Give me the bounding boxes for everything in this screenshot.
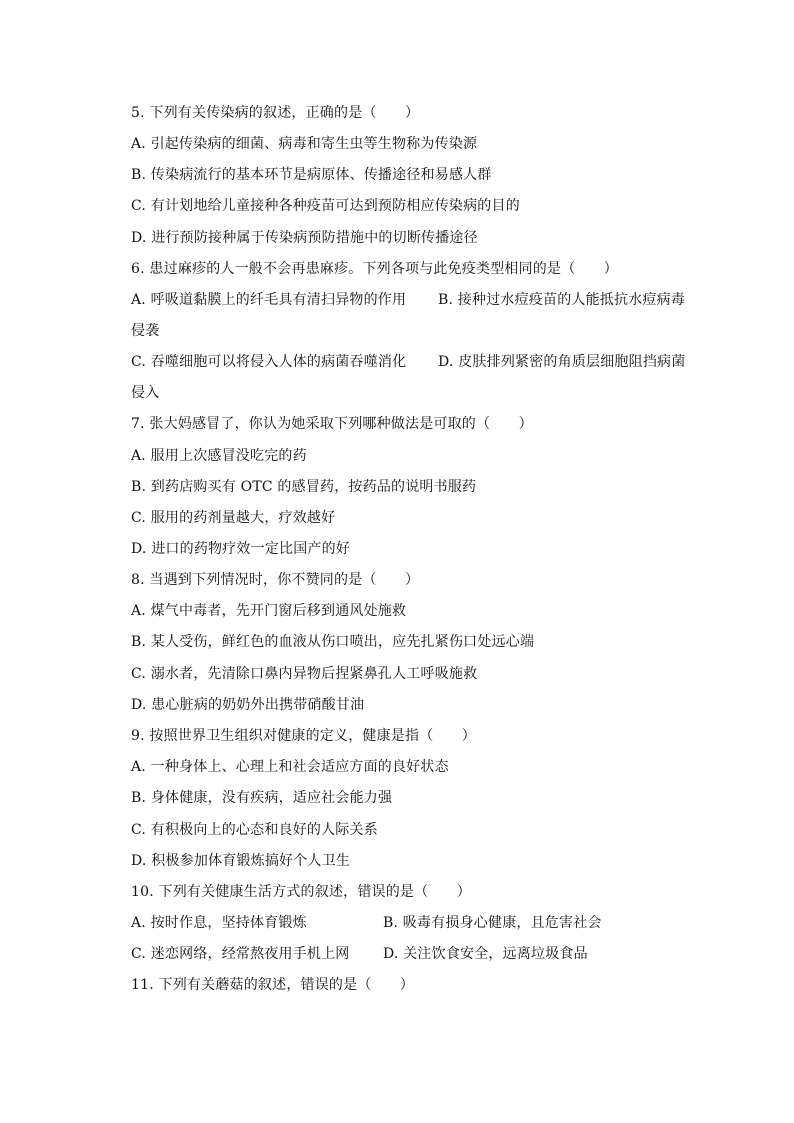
question-8-option-d: D. 患心脏病的奶奶外出携带硝酸甘油 xyxy=(131,697,365,713)
question-6-stem: 6. 患过麻疹的人一般不会再患麻疹。下列各项与此免疫类型相同的是（ ） xyxy=(131,261,619,277)
question-9-option-a: A. 一种身体上、心理上和社会适应方面的良好状态 xyxy=(131,759,449,775)
question-7-stem: 7. 张大妈感冒了，你认为她采取下列哪种做法是可取的（ ） xyxy=(131,416,533,432)
question-9-stem: 9. 按照世界卫生组织对健康的定义，健康是指（ ） xyxy=(131,728,477,744)
question-6-option-d-wrap: 侵入 xyxy=(131,385,160,401)
question-7-option-a: A. 服用上次感冒没吃完的药 xyxy=(131,448,307,464)
question-7-option-d: D. 进口的药物疗效一定比国产的好 xyxy=(131,541,351,557)
question-5-option-d: D. 进行预防接种属于传染病预防措施中的切断传播途径 xyxy=(131,230,478,246)
question-10-option-a: A. 按时作息，坚持体育锻炼 xyxy=(131,915,307,931)
question-8-option-a: A. 煤气中毒者，先开门窗后移到通风处施救 xyxy=(131,603,407,619)
question-5-stem: 5. 下列有关传染病的叙述，正确的是（ ） xyxy=(131,105,420,121)
question-9-option-d: D. 积极参加体育锻炼搞好个人卫生 xyxy=(131,853,351,869)
question-8-option-c: C. 溺水者，先清除口鼻内异物后捏紧鼻孔人工呼吸施救 xyxy=(131,666,478,682)
question-10-option-c: C. 迷恋网络，经常熬夜用手机上网 xyxy=(131,946,350,962)
question-5-option-b: B. 传染病流行的基本环节是病原体、传播途径和易感人群 xyxy=(131,167,492,183)
question-6-option-b: B. 接种过水痘疫苗的人能抵抗水痘病毒 xyxy=(438,292,685,308)
question-7-option-c: C. 服用的药剂量越大，疗效越好 xyxy=(131,510,336,526)
question-10-stem: 10. 下列有关健康生活方式的叙述，错误的是（ ） xyxy=(131,884,471,900)
question-5-option-c: C. 有计划地给儿童接种各种疫苗可达到预防相应传染病的目的 xyxy=(131,198,520,214)
question-8-option-b: B. 某人受伤，鲜红色的血液从伤口喷出，应先扎紧伤口处远心端 xyxy=(131,634,535,650)
question-9-option-b: B. 身体健康，没有疾病，适应社会能力强 xyxy=(131,790,393,806)
question-6-option-b-wrap: 侵袭 xyxy=(131,323,160,339)
question-10-option-d: D. 关注饮食安全，远离垃圾食品 xyxy=(383,946,588,962)
question-5-option-a: A. 引起传染病的细菌、病毒和寄生虫等生物称为传染源 xyxy=(131,136,478,152)
question-7-option-b: B. 到药店购买有 OTC 的感冒药，按药品的说明书服药 xyxy=(131,479,477,495)
question-6-option-c: C. 吞噬细胞可以将侵入人体的病菌吞噬消化 xyxy=(131,354,407,370)
question-8-stem: 8. 当遇到下列情况时，你不赞同的是（ ） xyxy=(131,572,420,588)
question-6-option-d: D. 皮肤排列紧密的角质层细胞阻挡病菌 xyxy=(438,354,686,370)
question-6-option-a: A. 呼吸道黏膜上的纤毛具有清扫异物的作用 xyxy=(131,292,407,308)
question-9-option-c: C. 有积极向上的心态和良好的人际关系 xyxy=(131,822,378,838)
question-10-option-b: B. 吸毒有损身心健康，且危害社会 xyxy=(383,915,602,931)
question-11-stem: 11. 下列有关蘑菇的叙述，错误的是（ ） xyxy=(131,977,415,993)
